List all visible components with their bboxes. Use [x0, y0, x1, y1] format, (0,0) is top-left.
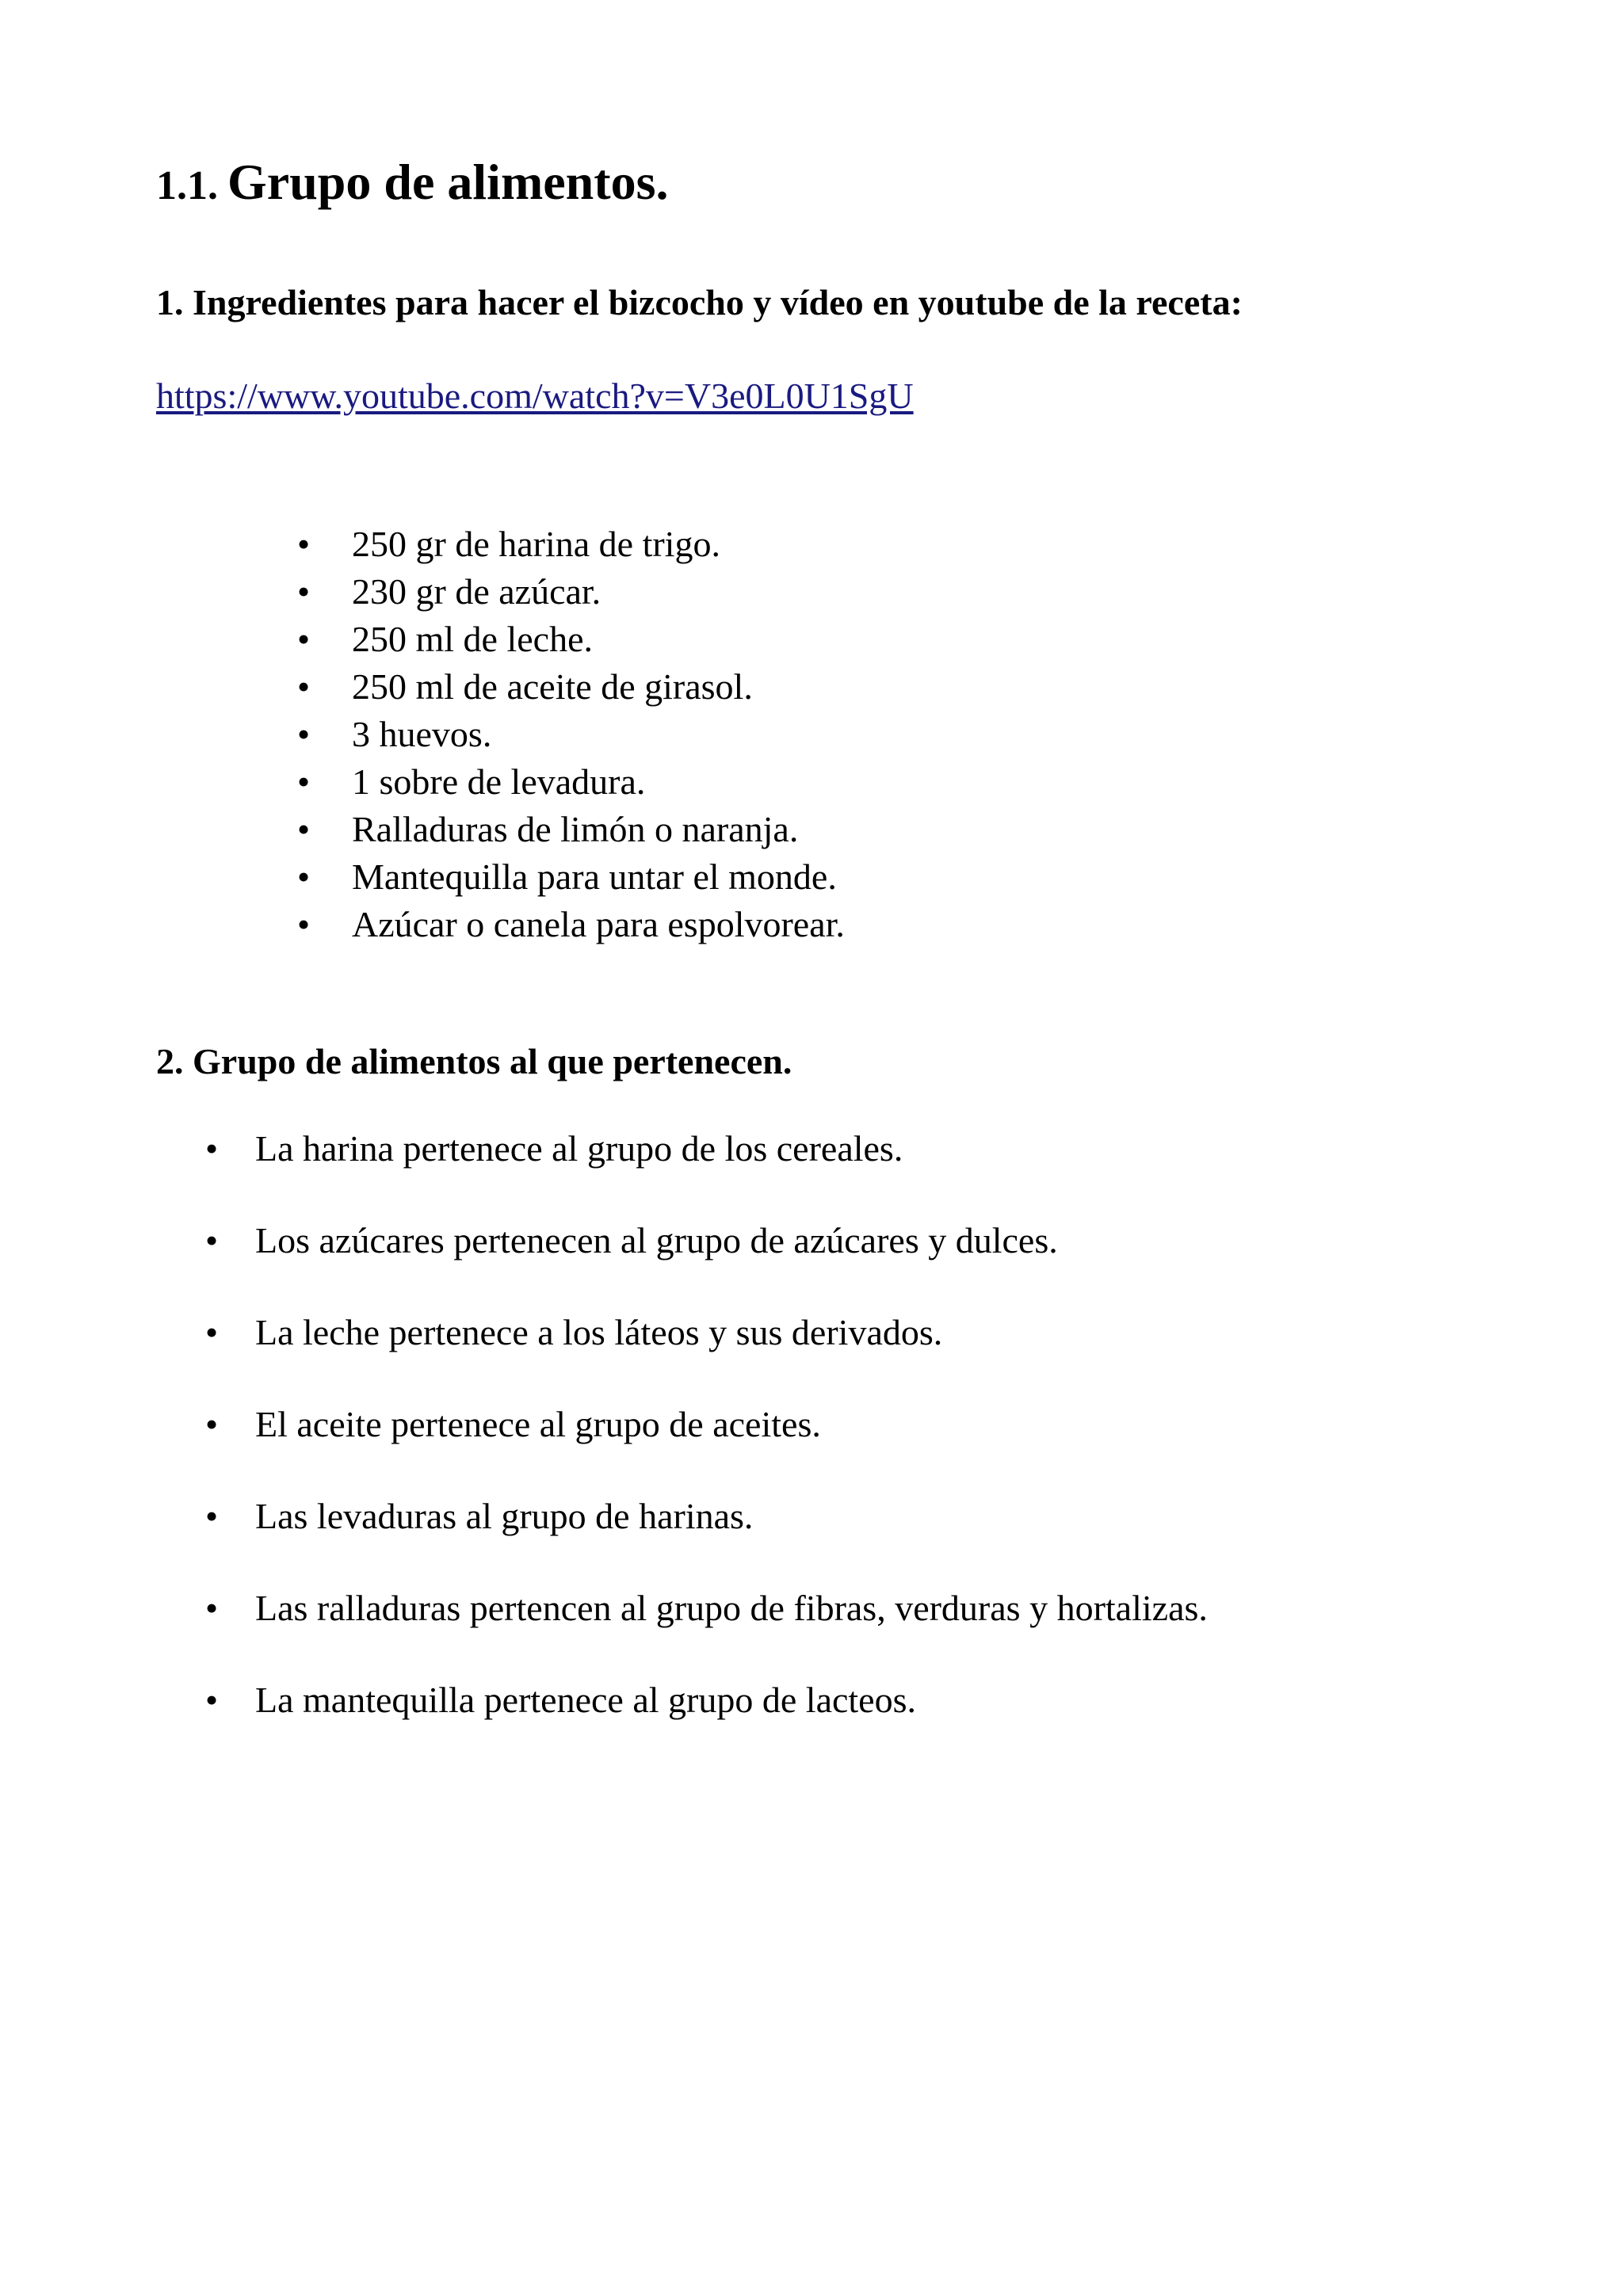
list-item [205, 1676, 1208, 1768]
group-text: La mantequilla pertenece al grupo de lacteos. [255, 1680, 916, 1720]
ingredient-text: 1 sobre de levadura. [352, 761, 646, 802]
bullet-icon: • [297, 714, 311, 754]
title-number: 1.1. [156, 163, 218, 208]
bullet-icon: • [205, 1220, 219, 1261]
group-text: Los azúcares pertenecen al grupo de azúcares y dulces. [255, 1220, 1058, 1261]
bullet-icon: • [205, 1312, 219, 1352]
bullet-icon: • [297, 761, 311, 802]
list-item [297, 901, 845, 948]
list-item [297, 711, 845, 758]
ingredient-text: Ralladuras de limón o naranja. [352, 809, 799, 849]
ingredients-list [297, 521, 845, 948]
list-item [205, 1585, 1208, 1676]
ingredient-text: 3 huevos. [352, 714, 492, 754]
bullet-icon: • [297, 619, 311, 659]
bullet-icon: • [297, 666, 311, 707]
list-item [205, 1217, 1208, 1309]
ingredient-text: 250 ml de aceite de girasol. [352, 666, 753, 707]
list-item [297, 758, 845, 806]
bullet-icon: • [297, 856, 311, 897]
bullet-icon: • [297, 904, 311, 944]
list-item [297, 806, 845, 853]
list-item [297, 616, 845, 663]
bullet-icon: • [205, 1496, 219, 1536]
list-item [297, 521, 845, 568]
list-item [297, 853, 845, 901]
bullet-icon: • [205, 1680, 219, 1720]
bullet-icon: • [297, 571, 311, 612]
page-title [156, 152, 668, 213]
group-text: Las ralladuras pertencen al grupo de fibras, verduras y hortalizas. [255, 1588, 1208, 1628]
list-item [205, 1125, 1208, 1217]
bullet-icon: • [205, 1404, 219, 1444]
section-2-heading: 2. Grupo de alimentos al que pertenecen. [156, 1041, 792, 1081]
list-item [205, 1493, 1208, 1585]
ingredient-text: Mantequilla para untar el monde. [352, 856, 837, 897]
list-item [205, 1309, 1208, 1401]
ingredient-text: 230 gr de azúcar. [352, 571, 601, 612]
food-groups-list [205, 1125, 1208, 1768]
bullet-icon: • [205, 1128, 219, 1169]
list-item [205, 1401, 1208, 1493]
ingredient-text: 250 gr de harina de trigo. [352, 524, 720, 564]
ingredient-text: Azúcar o canela para espolvorear. [352, 904, 845, 944]
group-text: La harina pertenece al grupo de los cereales. [255, 1128, 903, 1169]
group-text: La leche pertenece a los láteos y sus derivados. [255, 1312, 943, 1352]
group-text: Las levaduras al grupo de harinas. [255, 1496, 754, 1536]
list-item [297, 663, 845, 711]
bullet-icon: • [205, 1588, 219, 1628]
section-1-heading: 1. Ingredientes para hacer el bizcocho y vídeo en youtube de la receta: [156, 282, 1243, 322]
bullet-icon: • [297, 524, 311, 564]
ingredient-text: 250 ml de leche. [352, 619, 594, 659]
title-text: Grupo de alimentos. [227, 154, 669, 210]
group-text: El aceite pertenece al grupo de aceites. [255, 1404, 821, 1444]
bullet-icon: • [297, 809, 311, 849]
list-item [297, 568, 845, 616]
recipe-video-link[interactable]: https://www.youtube.com/watch?v=V3e0L0U1SgU [156, 376, 914, 416]
